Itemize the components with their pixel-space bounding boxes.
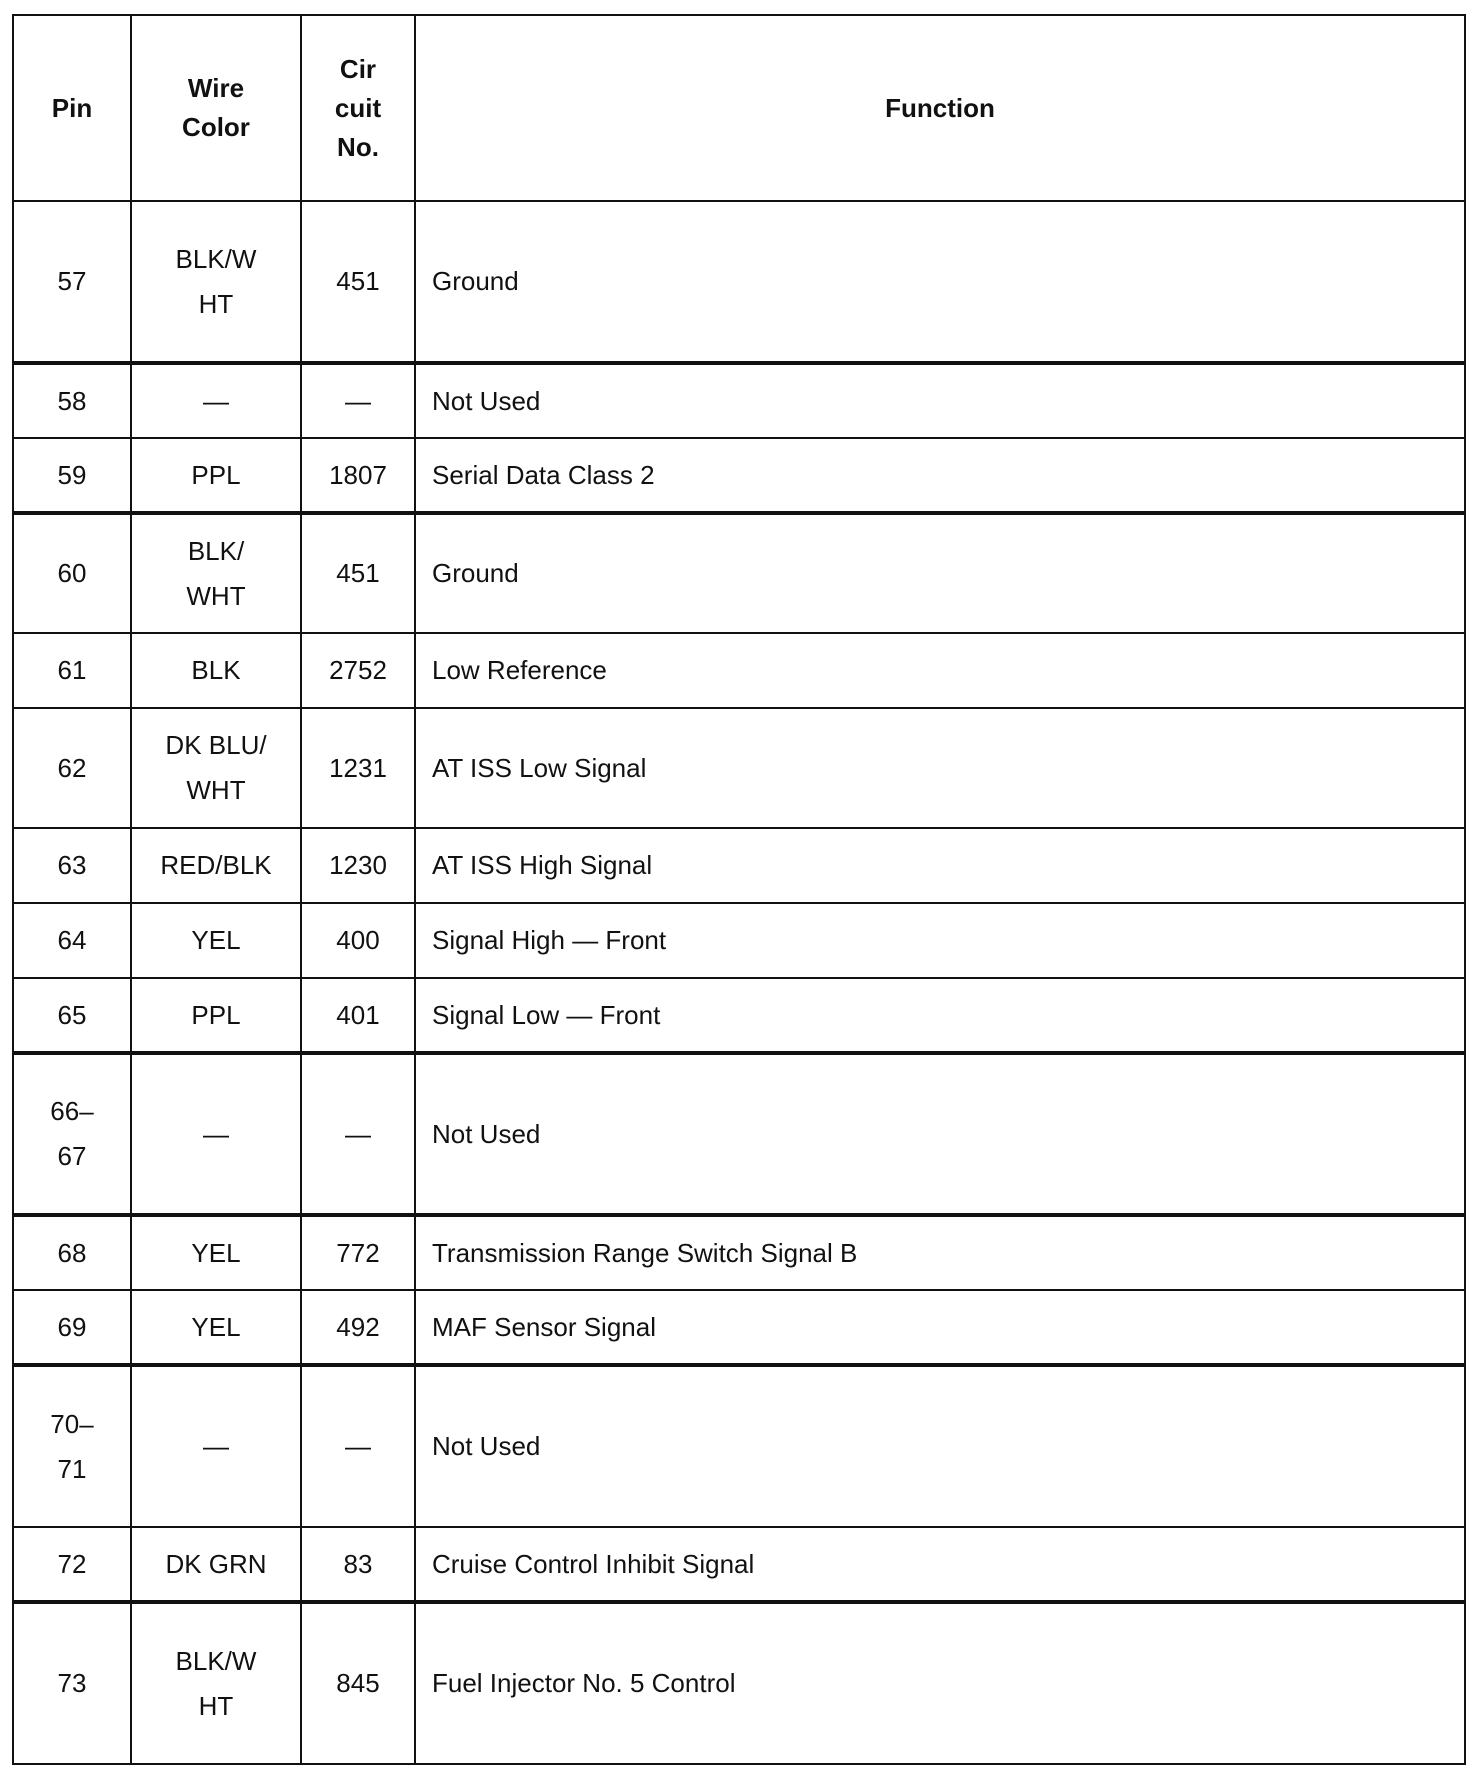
pin-cell: 69 — [13, 1290, 131, 1365]
wire-color-cell: BLK/W HT — [131, 201, 301, 363]
pin-cell: 64 — [13, 903, 131, 978]
wire-color-cell: — — [131, 1053, 301, 1215]
header-circuit-no: Cir cuit No. — [301, 15, 415, 201]
wire-color-cell: BLK/W HT — [131, 1602, 301, 1764]
function-cell: AT ISS High Signal — [415, 828, 1465, 903]
wire-color-cell: YEL — [131, 1290, 301, 1365]
function-cell: Cruise Control Inhibit Signal — [415, 1527, 1465, 1602]
pin-cell: 66– 67 — [13, 1053, 131, 1215]
function-cell: Serial Data Class 2 — [415, 438, 1465, 513]
circuit-cell: — — [301, 1053, 415, 1215]
wire-color-cell: BLK/ WHT — [131, 513, 301, 633]
function-cell: Low Reference — [415, 633, 1465, 708]
wire-color-cell: DK GRN — [131, 1527, 301, 1602]
circuit-cell: — — [301, 363, 415, 438]
table-row — [13, 363, 1465, 438]
function-cell: Ground — [415, 201, 1465, 363]
pin-cell: 73 — [13, 1602, 131, 1764]
wire-color-cell: PPL — [131, 438, 301, 513]
header-wire-color: Wire Color — [131, 15, 301, 201]
table-row — [13, 1602, 1465, 1764]
pin-cell: 68 — [13, 1215, 131, 1290]
circuit-cell: 772 — [301, 1215, 415, 1290]
circuit-cell: 845 — [301, 1602, 415, 1764]
function-cell: Not Used — [415, 1365, 1465, 1527]
pin-cell: 70– 71 — [13, 1365, 131, 1527]
circuit-cell: 1807 — [301, 438, 415, 513]
pin-cell: 62 — [13, 708, 131, 828]
pin-cell: 65 — [13, 978, 131, 1053]
pin-cell: 60 — [13, 513, 131, 633]
pin-cell: 57 — [13, 201, 131, 363]
table-row — [13, 633, 1465, 708]
table-row — [13, 1290, 1465, 1365]
function-cell: AT ISS Low Signal — [415, 708, 1465, 828]
circuit-cell: 451 — [301, 513, 415, 633]
circuit-cell: 83 — [301, 1527, 415, 1602]
function-cell: Not Used — [415, 1053, 1465, 1215]
circuit-cell: 1231 — [301, 708, 415, 828]
pin-cell: 58 — [13, 363, 131, 438]
header-pin: Pin — [13, 15, 131, 201]
wire-color-cell: BLK — [131, 633, 301, 708]
table-row — [13, 828, 1465, 903]
function-cell: Signal Low — Front — [415, 978, 1465, 1053]
pin-cell: 59 — [13, 438, 131, 513]
header-function: Function — [415, 15, 1465, 201]
circuit-cell: 400 — [301, 903, 415, 978]
circuit-cell: 401 — [301, 978, 415, 1053]
pin-cell: 72 — [13, 1527, 131, 1602]
function-cell: Ground — [415, 513, 1465, 633]
table-row — [13, 978, 1465, 1053]
table-row — [13, 1365, 1465, 1527]
pin-cell: 63 — [13, 828, 131, 903]
table-row — [13, 438, 1465, 513]
circuit-cell: 492 — [301, 1290, 415, 1365]
table-row — [13, 708, 1465, 828]
function-cell: Fuel Injector No. 5 Control — [415, 1602, 1465, 1764]
header-row — [13, 15, 1465, 201]
table-row — [13, 513, 1465, 633]
circuit-cell: 1230 — [301, 828, 415, 903]
wire-color-cell: RED/BLK — [131, 828, 301, 903]
wire-color-cell: YEL — [131, 1215, 301, 1290]
pin-function-table — [12, 14, 1466, 1765]
wire-color-cell: DK BLU/ WHT — [131, 708, 301, 828]
wire-color-cell: — — [131, 1365, 301, 1527]
wire-color-cell: — — [131, 363, 301, 438]
pin-cell: 61 — [13, 633, 131, 708]
circuit-cell: — — [301, 1365, 415, 1527]
table-row — [13, 201, 1465, 363]
function-cell: Transmission Range Switch Signal B — [415, 1215, 1465, 1290]
table-row — [13, 1527, 1465, 1602]
circuit-cell: 451 — [301, 201, 415, 363]
function-cell: Signal High — Front — [415, 903, 1465, 978]
table-row — [13, 1053, 1465, 1215]
wire-color-cell: PPL — [131, 978, 301, 1053]
function-cell: Not Used — [415, 363, 1465, 438]
table-row — [13, 1215, 1465, 1290]
wire-color-cell: YEL — [131, 903, 301, 978]
function-cell: MAF Sensor Signal — [415, 1290, 1465, 1365]
circuit-cell: 2752 — [301, 633, 415, 708]
table-row — [13, 903, 1465, 978]
